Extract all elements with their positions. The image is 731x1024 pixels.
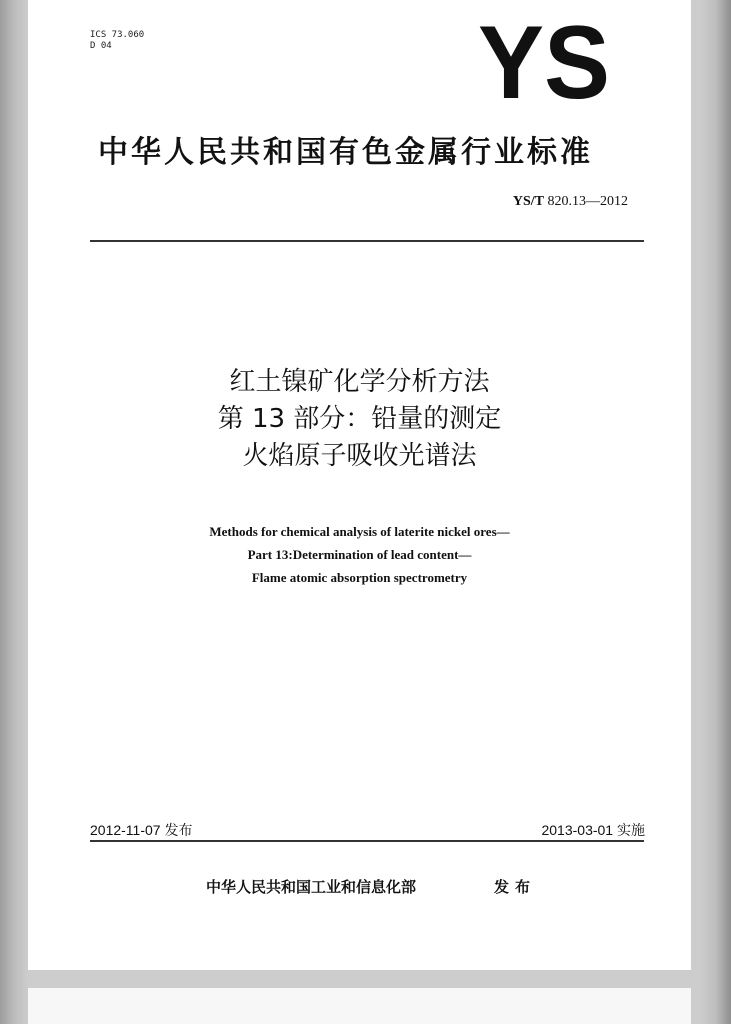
- industry-standard-title: 中华人民共和国有色金属行业标准: [98, 135, 593, 170]
- release-date: 2012-11-07 发布: [90, 822, 193, 838]
- footer-divider: [90, 840, 644, 842]
- implementation-date: 2013-03-01 实施: [541, 822, 645, 838]
- classification-codes: [90, 30, 144, 52]
- chinese-title-line-2: 第 13 部分：铅量的测定: [217, 404, 502, 434]
- logo-text: YS: [478, 10, 610, 108]
- english-title-line-1: Methods for chemical analysis of laterite nickel ores—: [209, 524, 510, 539]
- standard-number: [513, 194, 628, 210]
- ics-code: ICS 73.060: [90, 30, 145, 40]
- document-page: [28, 0, 691, 970]
- chinese-title-line-3: 火焰原子吸收光谱法: [242, 441, 477, 471]
- ys-logo: [474, 10, 614, 108]
- next-page-edge: [28, 988, 691, 1024]
- header-divider: [90, 240, 644, 242]
- standard-prefix: YS/T: [512, 194, 544, 209]
- english-title-line-3: Flame atomic absorption spectrometry: [251, 570, 468, 585]
- english-title-line-2: Part 13:Determination of lead content—: [247, 547, 472, 562]
- issuing-authority: 中华人民共和国工业和信息化部: [206, 878, 417, 896]
- ccs-code: D 04: [90, 41, 112, 51]
- standard-code: 820.13—2012: [547, 194, 628, 209]
- chinese-title: [28, 364, 691, 475]
- english-title: [28, 520, 691, 589]
- issue-label: 发布: [494, 878, 537, 896]
- chinese-title-line-1: 红土镍矿化学分析方法: [229, 367, 490, 397]
